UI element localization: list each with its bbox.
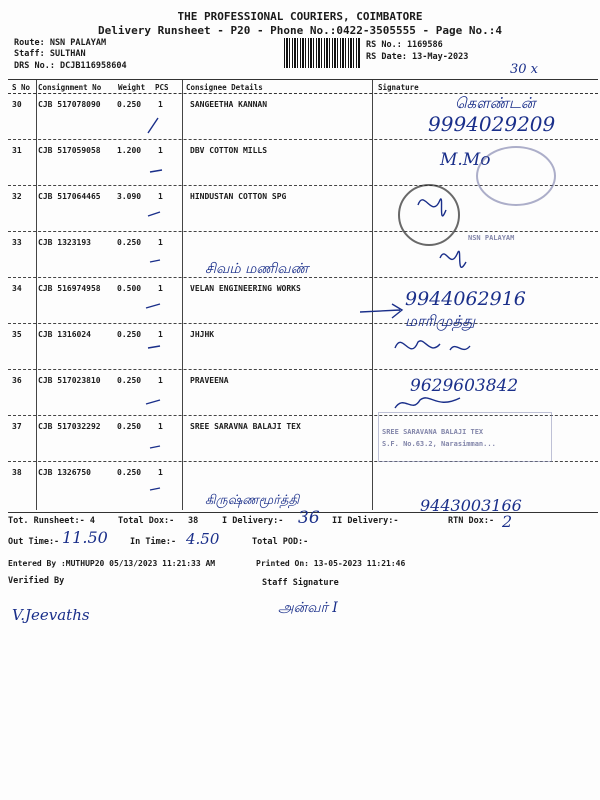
row-sno: 33 (12, 238, 22, 247)
i-delivery-value: 36 (298, 508, 320, 528)
row-sno: 32 (12, 192, 22, 201)
row38-hw-phone: 9443003166 (420, 496, 522, 515)
tick-mark (150, 488, 160, 490)
col-header-weight: Weight (118, 83, 146, 92)
stamp-text: S.F. No.63.2, Narasimman... (382, 440, 496, 448)
signature-scrawl (395, 341, 470, 350)
rs-number: RS No.: 1169586 (366, 40, 443, 50)
row-sno: 37 (12, 422, 22, 431)
tick-mark (150, 260, 160, 262)
tick-mark (148, 212, 160, 216)
row-consignment: CJB 516974958 (38, 284, 101, 293)
row-pcs: 1 (158, 376, 163, 385)
staff-signature-label: Staff Signature (262, 578, 339, 588)
row-pcs: 1 (158, 330, 163, 339)
printed-on: Printed On: 13-05-2023 11:21:46 (256, 559, 406, 568)
row-pcs: 1 (158, 192, 163, 201)
col-header-sno: S No (12, 83, 31, 92)
row-consignee: DBV COTTON MILLS (190, 146, 268, 155)
row38-hw-name: கிருஷ்ணமூர்த்தி (205, 493, 300, 508)
row-consignment: CJB 517078090 (38, 100, 101, 109)
row33-hw-name: சிவம் மணிவண் (205, 261, 309, 277)
row-consignee: HINDUSTAN COTTON SPG (190, 192, 287, 201)
tick-mark (150, 446, 160, 448)
signature-scrawl (440, 251, 466, 267)
total-dox-value: 38 (188, 516, 199, 526)
ii-delivery-label: II Delivery:- (332, 516, 399, 526)
row-weight: 0.250 (117, 422, 142, 431)
route-label: Route: NSN PALAYAM (14, 38, 107, 48)
entered-by: Entered By :MUTHUP20 05/13/2023 11:21:33 AM (8, 559, 216, 568)
i-delivery-label: I Delivery:- (222, 516, 284, 526)
row-pcs: 1 (158, 422, 163, 431)
col-header-signature: Signature (378, 83, 419, 92)
col-header-pcs: PCS (155, 83, 169, 92)
row-sno: 36 (12, 376, 22, 385)
out-time-value: 11.50 (62, 528, 108, 547)
row-sno: 30 (12, 100, 22, 109)
total-pod-label: Total POD:- (252, 537, 309, 547)
in-time-value: 4.50 (186, 530, 220, 548)
row34-hw-phone: 9944062916 (405, 288, 526, 310)
tick-mark (148, 346, 160, 348)
verified-signature: V.Jeevaths (12, 606, 90, 624)
verified-by-label: Verified By (8, 576, 65, 586)
row-sno: 38 (12, 468, 22, 477)
signature-scrawl (418, 199, 446, 216)
tick-mark (148, 118, 158, 133)
tick-mark (146, 400, 160, 404)
rs-date: RS Date: 13-May-2023 (366, 52, 469, 62)
row-weight: 0.250 (117, 330, 142, 339)
tick-mark (150, 170, 162, 172)
row-consignee: SREE SARAVNA BALAJI TEX (190, 422, 301, 431)
row31-hw-sign: M.Mo (440, 150, 491, 170)
row-weight: 0.500 (117, 284, 142, 293)
row-weight: 3.090 (117, 192, 142, 201)
arrow-mark (360, 304, 402, 318)
row-pcs: 1 (158, 284, 163, 293)
row-pcs: 1 (158, 100, 163, 109)
rtn-dox-value: 2 (502, 512, 513, 531)
row-consignment: CJB 517032292 (38, 422, 101, 431)
in-time-label: In Time:- (130, 537, 177, 547)
row-consignee: VELAN ENGINEERING WORKS (190, 284, 301, 293)
col-header-consignment: Consignment No (38, 83, 102, 92)
out-time-label: Out Time:- (8, 537, 60, 547)
row-consignee: JHJHK (190, 330, 215, 339)
row-consignment: CJB 517059058 (38, 146, 101, 155)
signature-scrawl (395, 398, 460, 408)
rtn-dox-label: RTN Dox:- (448, 516, 495, 526)
stamp-text: NSN PALAYAM (468, 234, 515, 242)
stamp-text: SREE SARAVANA BALAJI TEX (382, 428, 484, 436)
row-weight: 0.250 (117, 376, 142, 385)
row-sno: 34 (12, 284, 22, 293)
row-consignee: PRAVEENA (190, 376, 229, 385)
company-title: THE PROFESSIONAL COURIERS, COIMBATORE (177, 10, 423, 23)
row-consignment: CJB 517064465 (38, 192, 101, 201)
row-weight: 1.200 (117, 146, 142, 155)
runsheet-subtitle: Delivery Runsheet - P20 - Phone No.:0422-3505555 - Page No.:4 (98, 24, 502, 37)
staff-label: Staff: SULTHAN (14, 49, 86, 59)
row34-hw-name: மாரிமுத்து (405, 312, 476, 330)
row-sno: 35 (12, 330, 22, 339)
staff-signature: அன்வர் I (278, 600, 338, 616)
row-consignment: CJB 1323193 (38, 238, 91, 247)
row-pcs: 1 (158, 238, 163, 247)
row-pcs: 1 (158, 146, 163, 155)
row-consignment: CJB 517023810 (38, 376, 101, 385)
row-weight: 0.250 (117, 238, 142, 247)
drs-number: DRS No.: DCJB116958604 (14, 61, 127, 71)
tot-runsheet: Tot. Runsheet:- 4 (8, 516, 95, 526)
row-pcs: 1 (158, 468, 163, 477)
handwritten-count: 30 x (510, 62, 539, 77)
col-header-consignee: Consignee Details (186, 83, 263, 92)
row-consignment: CJB 1326750 (38, 468, 91, 477)
row-consignment: CJB 1316024 (38, 330, 91, 339)
row-weight: 0.250 (117, 100, 142, 109)
row-consignee: SANGEETHA KANNAN (190, 100, 268, 109)
row36-hw-phone: 9629603842 (410, 376, 519, 396)
row-weight: 0.250 (117, 468, 142, 477)
row-sno: 31 (12, 146, 22, 155)
row30-hw-phone: 9994029209 (428, 112, 556, 136)
tick-mark (146, 304, 160, 308)
total-dox-label: Total Dox:- (118, 516, 175, 526)
row30-hw-name: கௌண்டன் (455, 94, 536, 112)
